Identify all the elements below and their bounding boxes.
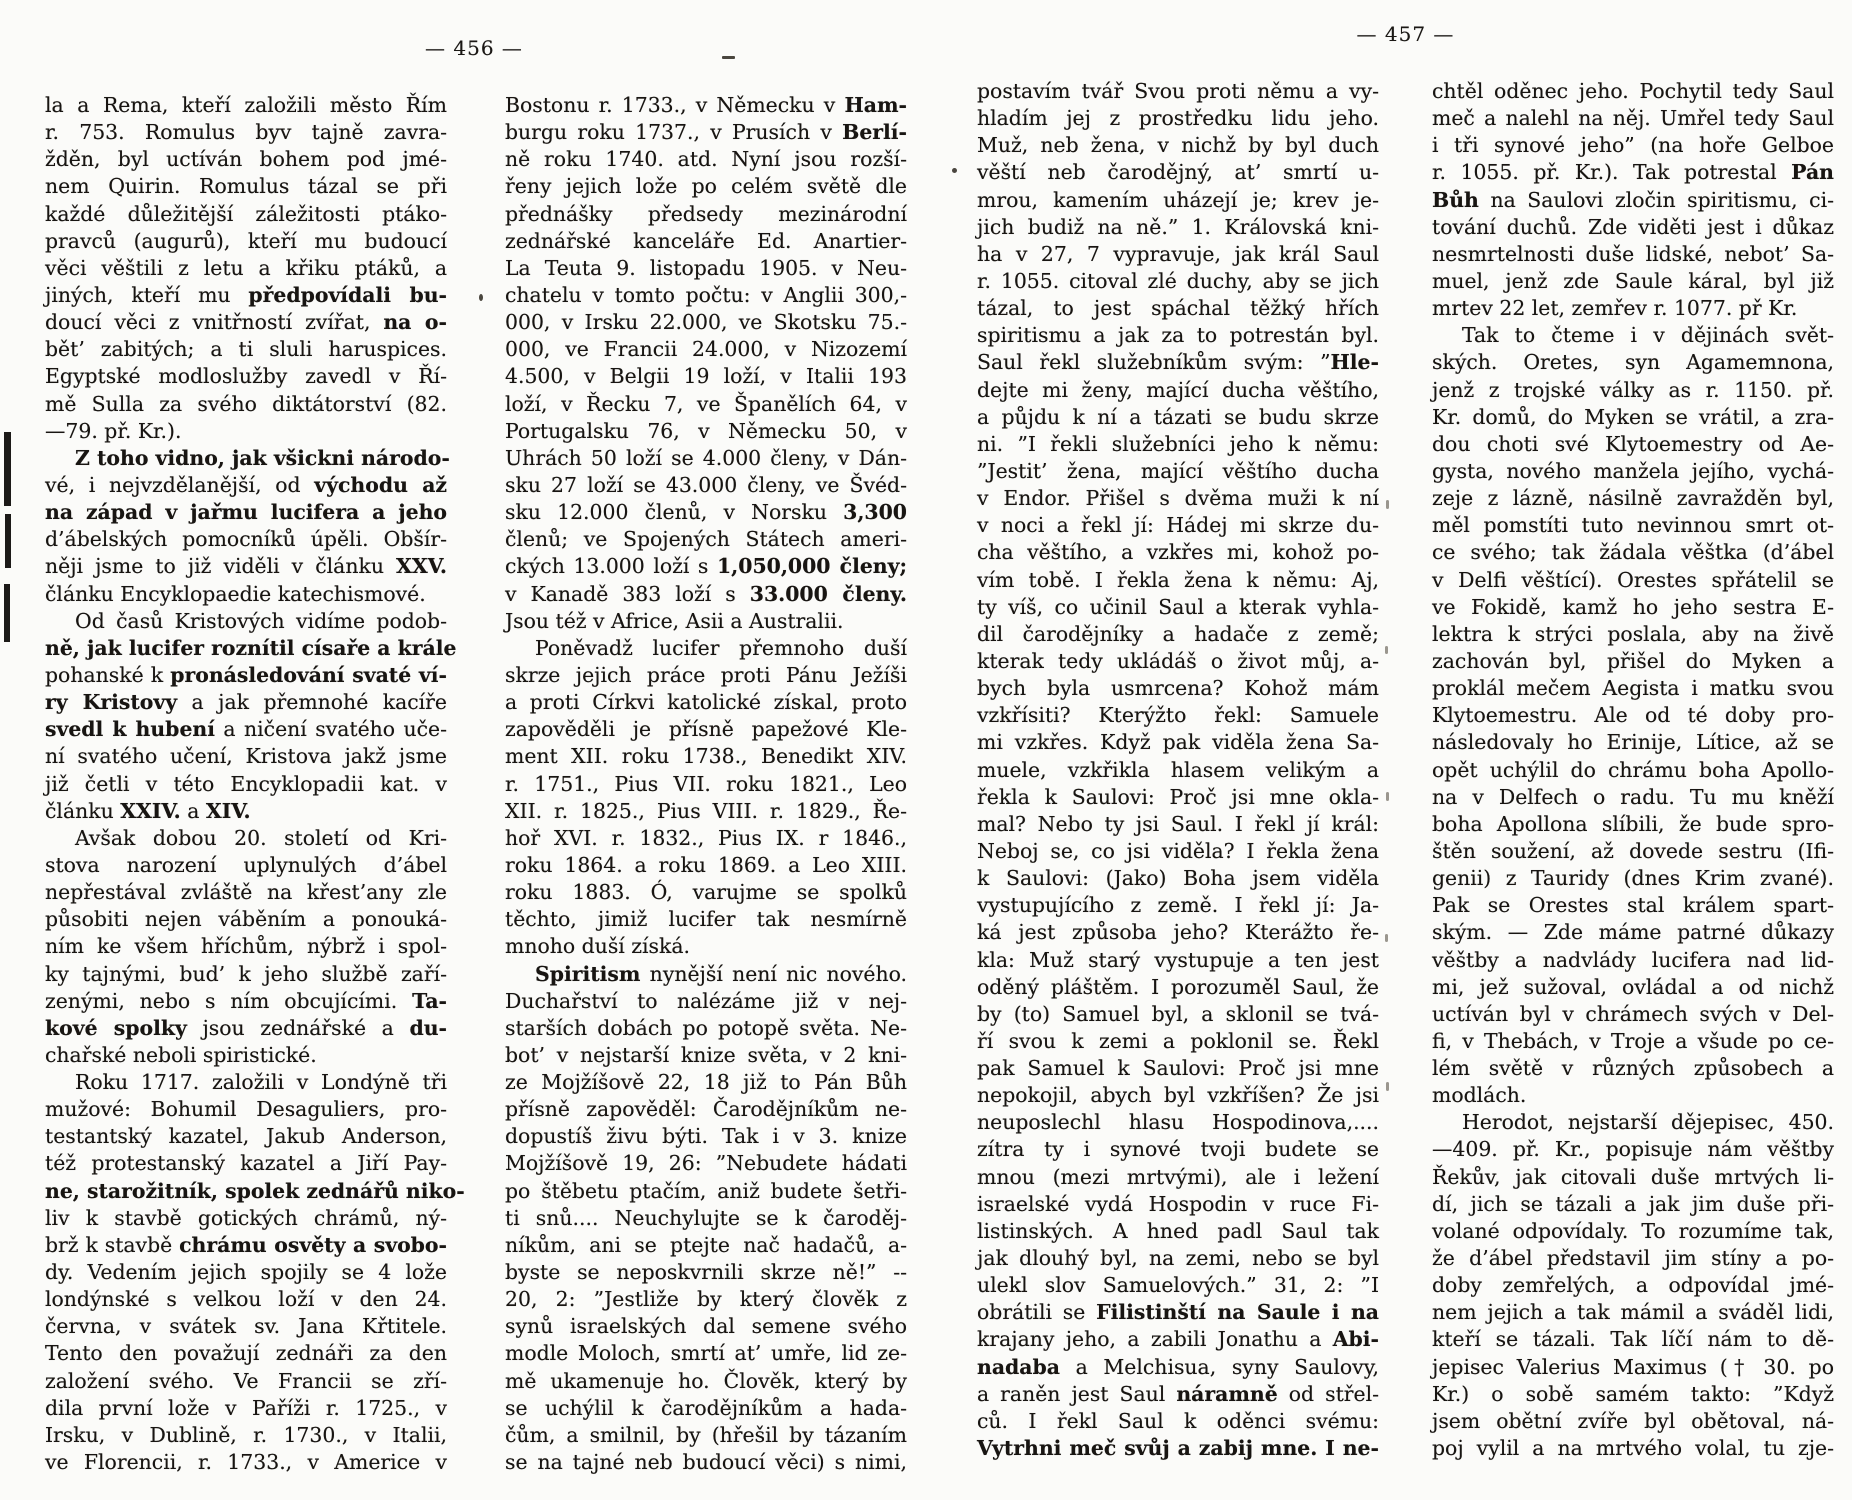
text-line: zenými, nebo s ním obcujícími. Ta- — [45, 988, 447, 1013]
text-line: jiných, kteří mu předpovídali bu- — [45, 282, 447, 307]
text-line: vystupujícího z země. I řekl jí: Ja- — [977, 893, 1379, 918]
text-line: Klytoemestru. Ale od té doby pro- — [1432, 703, 1834, 728]
text-line: ment XII. roku 1738., Benedikt XIV. — [505, 744, 907, 769]
text-line: kla: Muž starý vystupuje a ten jest — [977, 947, 1379, 972]
text-line: Jsou též v Africe, Asii a Australii. — [505, 608, 844, 633]
text-line: skrze jejich práce proti Pánu Ježíši — [505, 662, 907, 687]
text-line: mrtev 22 let, zemřev r. 1077. př Kr. — [1432, 296, 1798, 321]
text-line: mal? Nebo ty jsi Saul. I řekl jí král: — [977, 811, 1379, 836]
text-line: Uhrách 50 loží se 4.000 členy, v Dán- — [505, 445, 907, 470]
text-line: bych byla usmrcena? Kohož mám — [977, 676, 1379, 701]
text-line: gysta, nového manžela jejího, vychá- — [1432, 458, 1834, 483]
text-line: pravců (augurů), kteří mu budoucí — [45, 228, 447, 253]
text-line: ně, jak lucifer roznítil císaře a krále — [45, 635, 457, 660]
text-line: na západ v jařmu lucifera a jeho — [45, 500, 447, 525]
text-line: věštby a nadvlády lucifera nad lid- — [1432, 947, 1834, 972]
text-line: mi vzkřes. Když pak viděla žena Sa- — [977, 730, 1379, 755]
text-line: členů; ve Spojených Státech ameri- — [505, 527, 907, 552]
text-line: zeje z lázně, násilně zavražděn byl, — [1432, 486, 1834, 511]
text-line: ”Jestit’ žena, mající věštího ducha — [977, 458, 1379, 483]
text-line: jich budiž na ně.” 1. Královská kni- — [977, 214, 1379, 239]
text-line: Muž, neb žena, v nichž by byl duch — [977, 133, 1379, 158]
text-line: též protestanský kazatel a Jiří Pay- — [45, 1151, 447, 1176]
text-line: pak Samuel k Saulovi: Proč jsi mne — [977, 1056, 1379, 1081]
text-line: zítra ty i synové tvoji budete se — [977, 1137, 1379, 1162]
text-line: 000, v Irsku 22.000, ve Skotsku 75.- — [505, 310, 907, 335]
text-line: burgu roku 1737., v Prusích v Berlí- — [505, 120, 907, 145]
text-line: synů israelských dal semene svého — [505, 1314, 907, 1339]
text-line: r. 753. Romulus byv tajně zavra- — [45, 120, 447, 145]
text-line: modlách. — [1432, 1083, 1527, 1108]
text-line: těchto, jimiž lucifer tak nesmírně — [505, 907, 907, 932]
text-line: chařské neboli spiristické. — [45, 1042, 317, 1067]
text-line: 000, ve Francii 24.000, v Nizozemí — [505, 337, 907, 362]
text-line: lém světě v různých způsobech a — [1432, 1056, 1834, 1081]
text-line: dou choti své Klytoemestry od Ae- — [1432, 431, 1834, 456]
text-line: Poněvadž lucifer přemnoho duší — [535, 635, 907, 660]
text-line: ze Mojžíšově 22, 18 již to Pán Bůh — [505, 1070, 907, 1095]
text-line: cha věštího, a vzkřes mi, kohož po- — [977, 540, 1379, 565]
text-line: řekla k Saulovi: Proč jsi mne okla- — [977, 784, 1379, 809]
text-line: Kr. domů, do Myken se vrátil, a zra- — [1432, 404, 1834, 429]
text-line: ců. I řekl Saul k oděnci svému: — [977, 1408, 1379, 1433]
text-line: ha v 27, 7 vypravuje, jak král Saul — [977, 241, 1379, 266]
text-line: Bostonu r. 1733., v Německu v Ham- — [505, 93, 907, 117]
text-line: hoř XVI. r. 1832., Pius IX. r 1846., — [505, 825, 907, 850]
text-line: Neboj se, co jsi viděla? I řekla žena — [977, 838, 1379, 863]
text-line: Tento den považují zednáři za den — [45, 1341, 447, 1366]
text-line: ně roku 1740. atd. Nyní jsou rozší- — [505, 147, 907, 172]
text-line: modle Moloch, smrtí at’ umře, lid ze- — [505, 1341, 907, 1366]
text-line: i tři synové jeho” (na hoře Gelboe — [1432, 133, 1834, 158]
text-line: že d’ábel představil jim stíny a po- — [1432, 1246, 1834, 1271]
text-line: Řekův, jak citovali duše mrtvých li- — [1432, 1164, 1834, 1189]
text-line: by (to) Samuel byl, a sklonil se tvá- — [977, 1001, 1379, 1026]
text-line: Mojžíšově 19, 26: ”Nebudete hádati — [505, 1151, 907, 1176]
text-line: testantský kazatel, Jakub Anderson, — [45, 1124, 447, 1149]
page-457-column-1 — [977, 78, 1379, 1462]
text-line: ry Kristovy a jak přemnohé kacíře — [45, 690, 447, 715]
text-line: byste se neposkvrnili skrze ně!” -- — [505, 1260, 907, 1285]
text-line: k Saulovi: (Jako) Boha jsem viděla — [977, 866, 1379, 891]
text-line: nesmrtelnosti duše lidské, nebot’ Sa- — [1432, 241, 1834, 266]
text-line: chtěl oděnec jeho. Pochytil tedy Saul — [1432, 79, 1834, 103]
text-line: ve Florencii, r. 1733., v Americe v — [45, 1450, 447, 1475]
text-line: mnou (mezi mrtvými), ale i ležení — [977, 1164, 1379, 1189]
text-line: tázal, to jest spáchal těžký hřích — [977, 296, 1379, 321]
text-line: volané odpovídaly. To rozumíme tak, — [1432, 1218, 1834, 1243]
text-line: června, v svátek sv. Jana Křtitele. — [45, 1314, 447, 1339]
text-line: ských. Oretes, syn Agamemnona, — [1432, 350, 1834, 375]
text-line: mě ukamenuje ho. Člověk, který by — [505, 1368, 907, 1393]
text-line: vím tobě. I řekla žena k němu: Aj, — [977, 567, 1379, 592]
text-line: Bůh na Saulovi zločin spiritismu, ci- — [1432, 187, 1834, 212]
text-line: a proti Církvi katolické získal, proto — [505, 690, 907, 715]
text-line: a raněn jest Saul náramně od střel- — [977, 1381, 1379, 1406]
text-line: bět’ zabitých; a ti sluli haruspices. — [45, 337, 447, 362]
text-line: listinských. A hned padl Saul tak — [977, 1218, 1379, 1243]
text-line: poj vylil a na mrtvého volal, tu zje- — [1432, 1436, 1834, 1461]
text-line: oděný pláštěm. I porozuměl Saul, že — [977, 974, 1379, 999]
text-line: Od časů Kristových vidíme podob- — [75, 608, 447, 633]
text-line: mrou, kamením uházejí je; krev je- — [977, 187, 1379, 212]
scan-speck — [952, 168, 957, 173]
text-line: již četli v této Encyklopadii kat. v — [45, 771, 447, 796]
text-line: loží, v Řecku 7, ve Španělích 64, v — [505, 391, 907, 416]
text-line: štěn soužení, až dovede sestru (Ifi- — [1432, 838, 1834, 863]
text-line: r. 1751., Pius VII. roku 1821., Leo — [505, 771, 907, 796]
text-line: svedl k hubení a ničení svatého uče- — [45, 717, 447, 742]
text-line: přísně zapověděl: Čarodějníkům ne- — [505, 1097, 907, 1122]
scan-edge-artifact — [5, 514, 11, 568]
page-number-457: — 457 — — [1356, 22, 1455, 46]
text-line: bot’ v nejstarší knize světa, v 2 kni- — [505, 1042, 907, 1067]
text-line: po štěbetu ptačím, aniž budete šetři- — [505, 1178, 907, 1203]
text-line: postavím tvář Svou proti němu a vy- — [977, 79, 1379, 103]
text-line: muele, vzkřikla hlasem velikým a — [977, 757, 1379, 782]
text-line: doby zemřelých, a odpovídal jmé- — [1432, 1273, 1834, 1298]
text-line: proklál mečem Aegista i matku svou — [1432, 676, 1834, 701]
text-line: zapověděli je přísně papežové Kle- — [505, 717, 907, 742]
text-line: věští neb čarodějný, at’ smrtí u- — [977, 160, 1379, 185]
text-line: chatelu v tomto počtu: v Anglii 300,- — [505, 282, 907, 307]
text-line: XII. r. 1825., Pius VIII. r. 1829., Ře- — [505, 798, 907, 823]
text-line: ky tajnými, bud’ k jeho službě zaří- — [45, 961, 447, 986]
text-line: článku XXIV. a XIV. — [45, 798, 251, 823]
text-line: Irsku, v Dublině, r. 1730., v Italii, — [45, 1422, 447, 1447]
text-line: ty víš, co učinil Saul a kterak vyhla- — [977, 594, 1379, 619]
text-line: žděn, byl uctíván bohem pod jmé- — [45, 147, 447, 172]
text-line: každé důležitější záležitosti ptáko- — [45, 201, 447, 226]
text-line: genii) z Tauridy (dnes Krim zvané). — [1432, 866, 1834, 891]
text-line: dil čarodějníky a hadače z země; — [977, 621, 1379, 646]
text-line: ce svého; tak žádala věštka (d’ábel — [1432, 540, 1834, 565]
text-line: liv k stavbě gotických chrámů, ný- — [45, 1205, 447, 1230]
gutter-mark — [1385, 934, 1388, 942]
text-line: muel, jenž zde Saule káral, byl již — [1432, 268, 1834, 293]
text-line: nepokojil, abych byl vzkříšen? Že jsi — [977, 1083, 1379, 1108]
text-line: ni. ”I řekli služebníci jeho k němu: — [977, 431, 1379, 456]
text-line: se na tajné neb budoucí věci) s nimi, — [505, 1450, 907, 1475]
gutter-mark — [1386, 792, 1389, 801]
text-line: čům, a smilnil, by (hřešil by tázaním — [505, 1422, 907, 1447]
text-line: ním ke všem hříchům, nýbrž i spol- — [45, 934, 447, 959]
text-line: krajany jeho, a zabili Jonathu a Abi- — [977, 1327, 1379, 1352]
text-line: spiritismu a jak za to potrestán byl. — [977, 323, 1379, 348]
text-line: nepřestával zvláště na křest’any zle — [45, 880, 447, 905]
text-line: israelské vydá Hospodin v ruce Fi- — [977, 1191, 1379, 1216]
page-457-column-2 — [1432, 78, 1834, 1462]
text-line: fi, v Thebách, v Troje a všude po ce- — [1432, 1028, 1834, 1053]
gutter-mark — [1386, 500, 1389, 509]
text-line: kterak tedy ukládáš o život můj, a- — [977, 648, 1379, 673]
page-number-456: — 456 — — [425, 36, 523, 60]
text-line: Egyptské modloslužby zavedl v Ří- — [45, 364, 447, 389]
page-456-column-2 — [505, 92, 907, 1476]
text-line: d’ábelských pomocníků úpěli. Obšír- — [45, 527, 447, 552]
text-line: neuposlechl hlasu Hospodinova,.... — [977, 1110, 1379, 1135]
scan-speck — [479, 294, 483, 301]
text-line: Tak to čteme i v dějinách svět- — [1462, 323, 1834, 348]
text-line: roku 1883. Ó, varujme se spolků — [505, 880, 907, 905]
text-line: uctíván byl v chrámech svých v Del- — [1432, 1001, 1834, 1026]
text-line: kové spolky jsou zednářské a du- — [45, 1015, 447, 1040]
text-line: nem Quirin. Romulus tázal se při — [45, 174, 447, 199]
text-line: mnoho duší získá. — [505, 934, 691, 959]
text-line: v Kanadě 383 loží s 33.000 členy. — [505, 581, 907, 606]
text-line: ne, starožitník, spolek zednářů niko- — [45, 1178, 465, 1203]
gutter-mark — [1385, 646, 1388, 654]
text-line: něji jsme to již viděli v článku XXV. — [45, 554, 447, 579]
text-line: Roku 1717. založili v Londýně tři — [75, 1070, 447, 1095]
text-line: r. 1055. př. Kr.). Tak potrestal Pán — [1432, 160, 1834, 185]
text-line: ve Fokidě, kamž ho jeho sestra E- — [1432, 594, 1834, 619]
text-line: La Teuta 9. listopadu 1905. v Neu- — [505, 255, 907, 280]
text-line: vzkřísiti? Kterýžto řekl: Samuele — [977, 703, 1379, 728]
text-line: lektra k strýci poslala, aby na živě — [1432, 621, 1834, 646]
text-line: jepisec Valerius Maximus († 30. po — [1432, 1354, 1834, 1379]
text-line: dila první lože v Paříži r. 1725., v — [45, 1395, 447, 1420]
text-line: ulekl slov Samuelových.” 31, 2: ”I — [977, 1273, 1379, 1298]
text-line: meč a nalehl na něj. Umřel tedy Saul — [1432, 106, 1834, 131]
text-line: v Delfi věštící). Orestes spřátelil se — [1432, 567, 1834, 592]
text-line: starších dobách po potopě světa. Ne- — [505, 1015, 907, 1040]
text-line: jak dlouhý byl, na zemi, nebo se byl — [977, 1246, 1379, 1271]
text-line: dí, jich se tázali a jak jim duše při- — [1432, 1191, 1834, 1216]
scan-edge-artifact — [4, 432, 11, 506]
text-line: věci věštili z letu a křiku ptáků, a — [45, 255, 447, 280]
text-line: Avšak dobou 20. století od Kri- — [75, 825, 447, 850]
text-line: působiti nejen váběním a ponouká- — [45, 907, 447, 932]
text-line: zednářské kanceláře Ed. Anartier- — [505, 228, 907, 253]
text-line: ckých 13.000 loží s 1,050,000 členy; — [505, 554, 907, 579]
text-line: zachován byl, přišel do Myken a — [1432, 648, 1834, 673]
text-line: níkům, ani se ptejte nač hadačů, a- — [505, 1232, 907, 1257]
text-line: a půjdu k ní a tázati se budu skrze — [977, 404, 1379, 429]
text-line: založení svého. Ve Francii se zří- — [45, 1368, 447, 1393]
text-line: kteří se tázali. Tak líčí nám to dě- — [1432, 1327, 1834, 1352]
text-line: Pak se Orestes stal králem spart- — [1432, 893, 1834, 918]
text-line: brž k stavbě chrámu osvěty a svobo- — [45, 1232, 447, 1257]
text-line: vé, i nejvzdělanější, od východu až — [45, 472, 448, 497]
text-line: řeny jejich lože po celém světě dle — [505, 174, 907, 199]
text-line: dejte mi ženy, mající ducha věštího, — [977, 377, 1379, 402]
text-line: Herodot, nejstarší dějepisec, 450. — [1462, 1110, 1834, 1135]
text-line: Portugalsku 76, v Německu 50, v — [505, 418, 907, 443]
text-line: měl pomstíti tuto nevinnou smrt ot- — [1432, 513, 1834, 538]
text-line: jenž z trojské války as r. 1150. př. — [1432, 377, 1834, 402]
text-line: Spiritism nynější není nic nového. — [535, 961, 907, 986]
text-line: r. 1055. citoval zlé duchy, aby se jich — [977, 268, 1379, 293]
text-line: mě Sulla za svého diktátorství (82. — [45, 391, 447, 416]
text-line: dy. Vedením jejich spojily se 4 lože — [45, 1260, 447, 1285]
text-line: —409. př. Kr., popisuje nám věštby — [1432, 1137, 1834, 1162]
text-line: doucí věci z vnitřností zvířat, na o- — [45, 310, 447, 335]
page-456-column-1 — [45, 92, 465, 1476]
text-line: ským. — Zde máme patrné důkazy — [1432, 920, 1834, 945]
text-line: nem jejich a tak mámil a sváděl lidi, — [1432, 1300, 1834, 1325]
text-line: stova narození uplynulých d’ábel — [45, 852, 447, 877]
text-line: v noci a řekl jí: Hádej mi skrze du- — [977, 513, 1379, 538]
text-line: Vytrhni meč svůj a zabij mne. I ne- — [977, 1436, 1379, 1461]
text-line: 4.500, v Belgii 19 loží, v Italii 193 — [505, 364, 907, 389]
text-line: se uchýlil k čarodějníkům a hada- — [505, 1395, 907, 1420]
text-line: jsem obětní zvíře byl obětoval, ná- — [1432, 1408, 1834, 1433]
text-line: ti snů.... Neuchylujte se k čaroděj- — [505, 1205, 907, 1230]
text-line: 20, 2: ”Jestliže by který člověk z — [505, 1287, 907, 1312]
text-line: —79. př. Kr.). — [45, 418, 182, 443]
text-line: hladím jej z prostředku lidu jeho. — [977, 106, 1379, 131]
text-line: ří svou k zemi a poklonil se. Řekl — [977, 1028, 1379, 1053]
text-line: tování duchů. Zde viděti jest i důkaz — [1432, 214, 1834, 239]
text-line: Saul řekl služebníkům svým: ”Hle- — [977, 350, 1379, 375]
scan-speck — [722, 56, 735, 59]
text-line: sku 27 loží se 43.000 členy, ve Švéd- — [505, 472, 907, 497]
text-line: následovaly ho Erinije, Lítice, až se — [1432, 730, 1834, 755]
text-line: mužové: Bohumil Desaguliers, pro- — [45, 1097, 447, 1122]
text-line: článku Encyklopaedie katechismové. — [45, 581, 426, 606]
text-line: nadaba a Melchisua, syny Saulovy, — [977, 1354, 1379, 1379]
text-line: dopustíš živu býti. Tak i v 3. knize — [505, 1124, 907, 1149]
text-line: pohanské k pronásledování svaté ví- — [45, 662, 447, 687]
text-line: Z toho vidno, jak všickni národo- — [75, 445, 450, 470]
text-line: mi, jež sužoval, ovládal a od nichž — [1432, 974, 1834, 999]
text-line: ní svatého učení, Kristova jakž jsme — [45, 744, 447, 769]
text-line: ká jest způsoba jeho? Kterážto ře- — [977, 920, 1379, 945]
text-line: boha Apollona slíbili, že bude spro- — [1432, 811, 1834, 836]
text-line: roku 1864. a roku 1869. a Leo XIII. — [505, 852, 907, 877]
text-line: opět uchýlil do chrámu boha Apollo- — [1432, 757, 1834, 782]
text-line: la a Rema, kteří založili město Řím — [45, 93, 447, 117]
text-line: v Endor. Přišel s dvěma muži k ní — [977, 486, 1379, 511]
scan-edge-artifact — [4, 584, 10, 642]
text-line: obrátili se Filistinští na Saule i na — [977, 1300, 1379, 1325]
text-line: přednášky předsedy mezinárodní — [505, 201, 907, 226]
text-line: Kr.) o sobě samém takto: ”Když — [1432, 1381, 1834, 1406]
text-line: londýnské s velkou loží v den 24. — [45, 1287, 447, 1312]
text-line: sku 12.000 členů, v Norsku 3,300 — [505, 500, 907, 525]
text-line: Duchařství to nalézáme již v nej- — [505, 988, 907, 1013]
text-line: na v Delfech o radu. Tu mu kněží — [1432, 784, 1834, 809]
gutter-mark — [1386, 1082, 1389, 1091]
